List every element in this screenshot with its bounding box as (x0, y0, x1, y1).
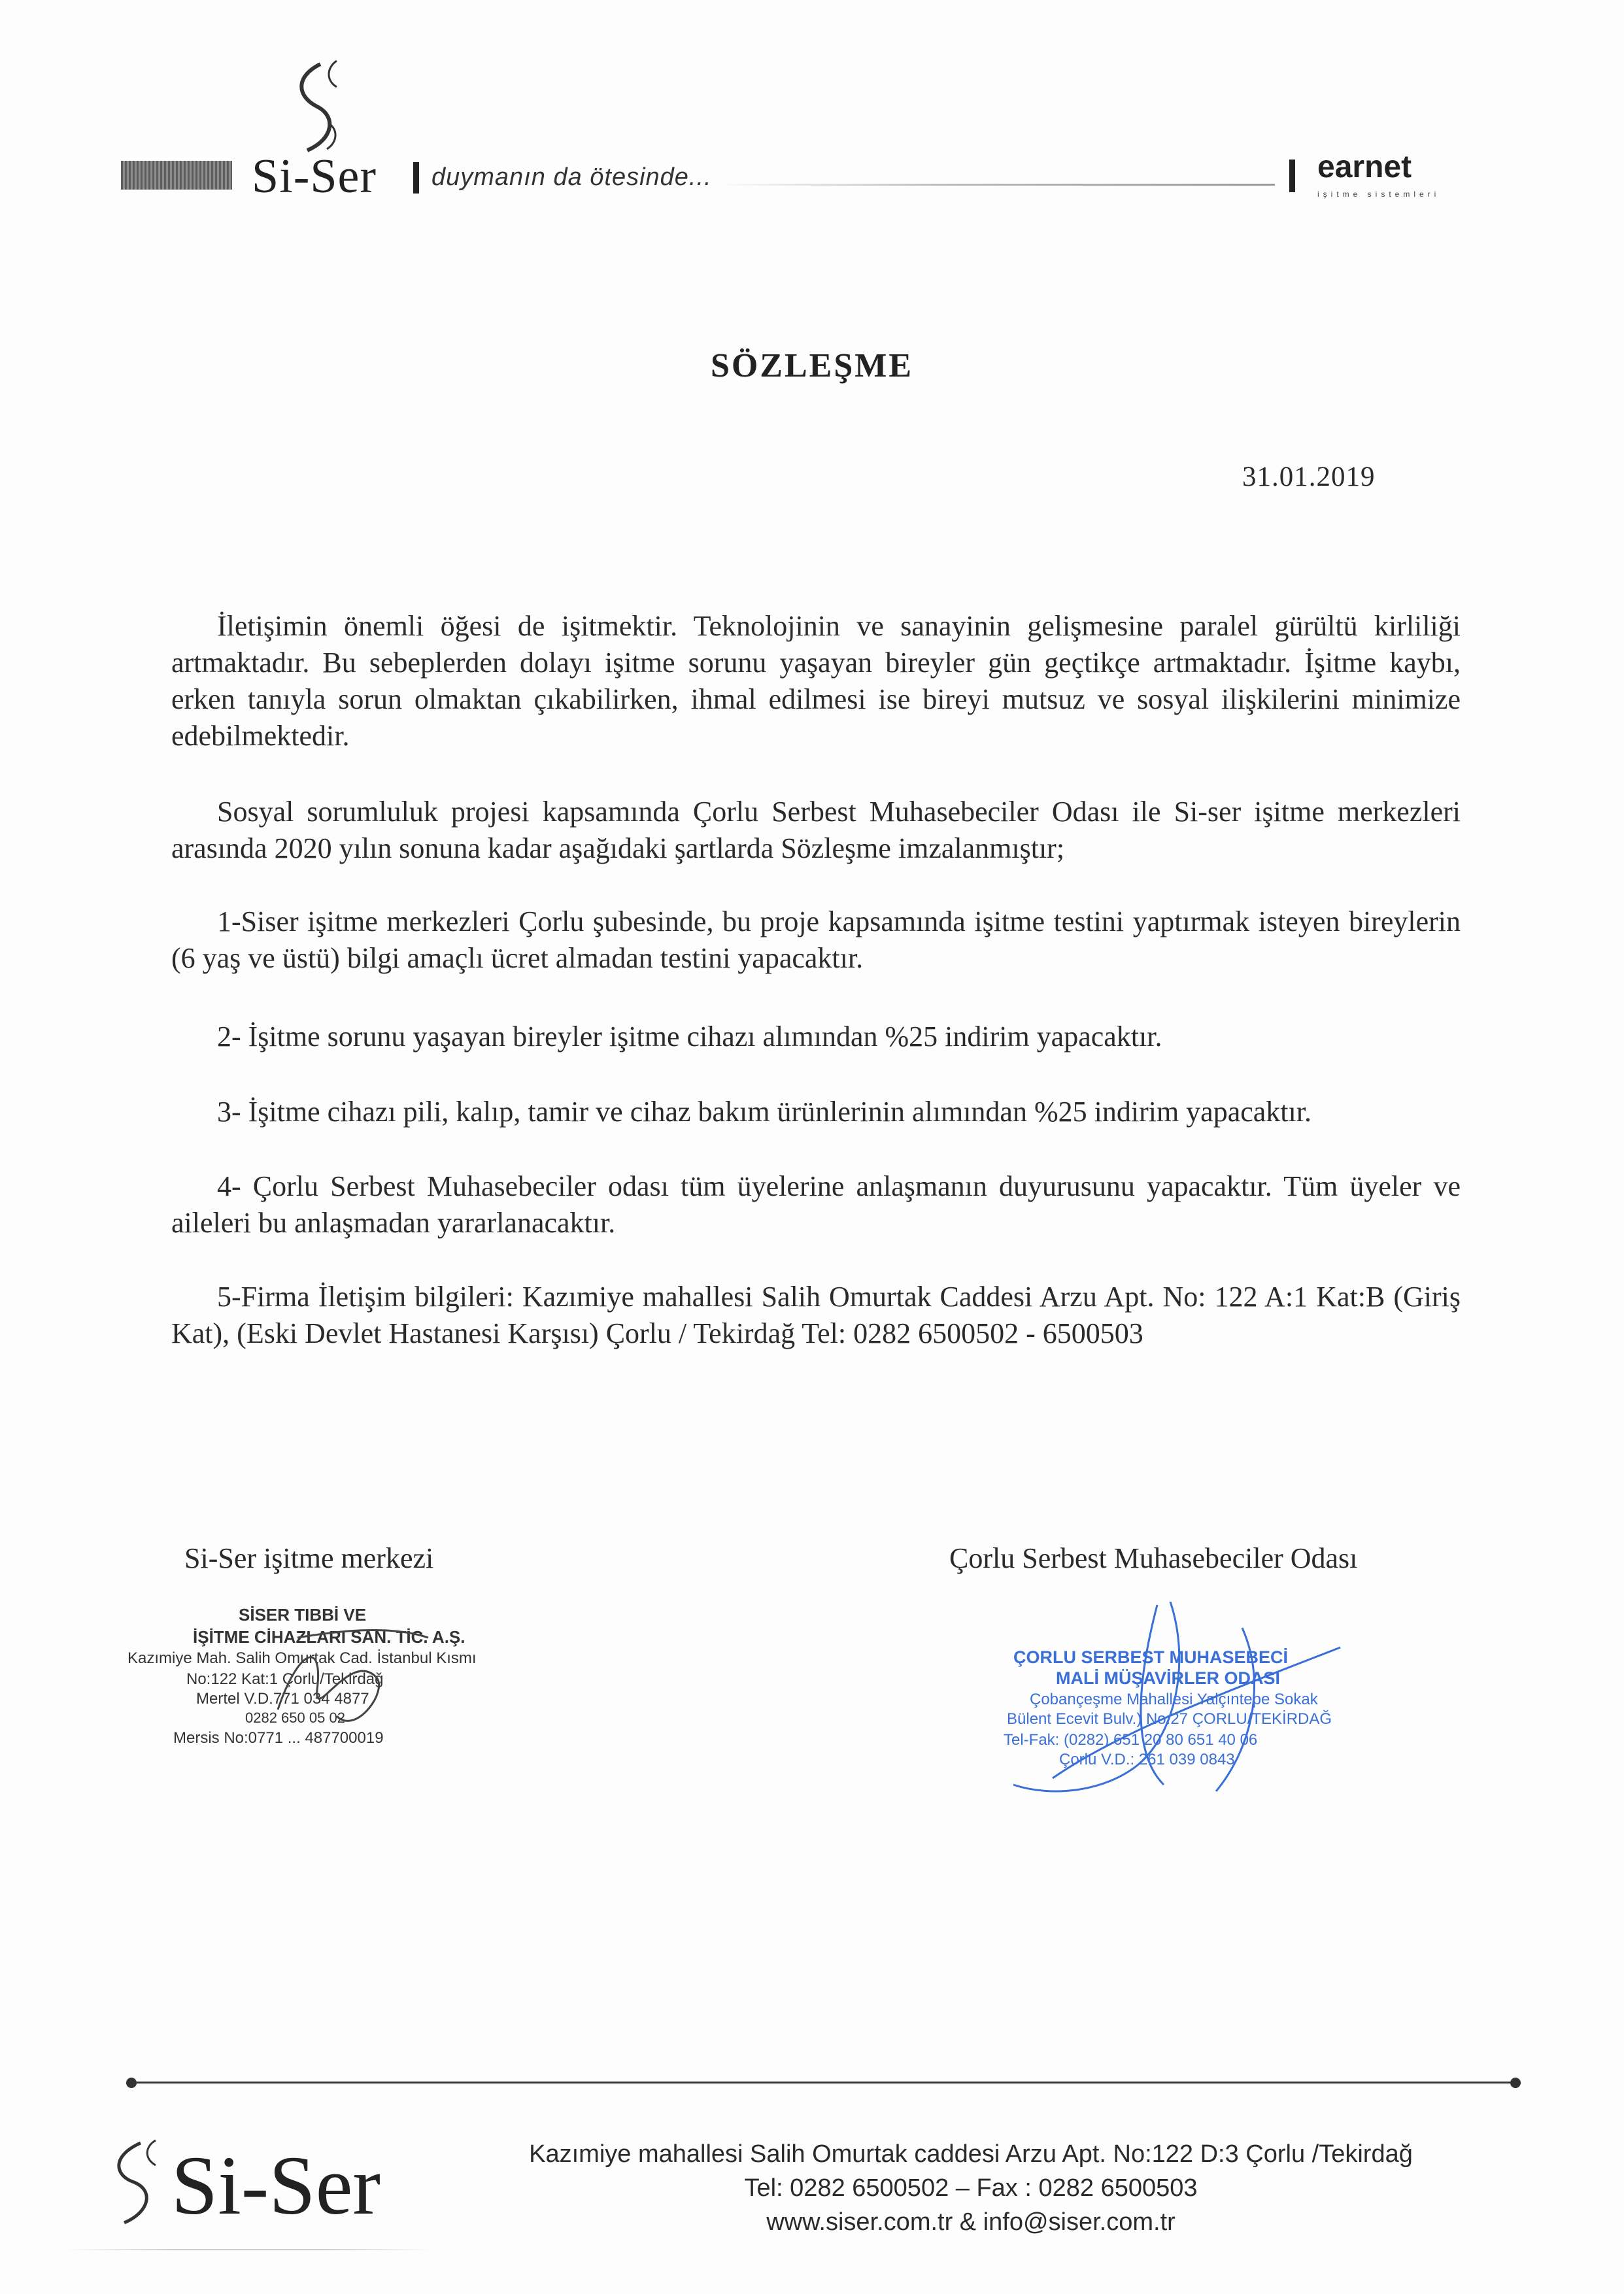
stamp-line: Kazımiye Mah. Salih Omurtak Cad. İstanbul Kısmı (127, 1649, 477, 1667)
partner-logo: earnet (1317, 150, 1412, 184)
clause-2: 2- İşitme sorunu yaşayan bireyler işitme cihazı alımından %25 indirim yapacaktır. (217, 1020, 1162, 1053)
paragraph-project: Sosyal sorumluluk projesi kapsamında Çorlu Serbest Muhasebeciler Odası ile Si-ser işitme merkezleri arasında 2020 yılın sonuna kadar aşağıdaki şartlarda Sözleşme imzalanmıştır; (171, 796, 1461, 864)
stamp-line: Mersis No:0771 ... 487700019 (173, 1729, 384, 1747)
partner-tagline: işitme sistemleri (1317, 190, 1440, 199)
document-date: 31.01.2019 (1242, 462, 1376, 492)
signature-label-chamber: Çorlu Serbest Muhasebeciler Odası (949, 1542, 1358, 1574)
stamp-line: No:122 Kat:1 Çorlu/Tekirdağ (186, 1670, 384, 1688)
stamp-line: ÇORLU SERBEST MUHASEBECİ (1013, 1647, 1289, 1667)
clause-5-contact: 5-Firma İletişim bilgileri: Kazımiye mahallesi Salih Omurtak Caddesi Arzu Apt. No: 122 A:1 Kat:B (Giriş Kat), (Eski Devlet Hastanesi Karşısı) Çorlu / Tekirdağ Tel: 0282 6500502 - 6500503 (171, 1281, 1461, 1349)
siser-footer-logo-mark-icon (105, 2136, 163, 2228)
paragraph-intro: İletişimin önemli öğesi de işitmektir. Teknolojinin ve sanayinin gelişmesine paralel gürültü kirliliği artmaktadır. Bu sebeplerden dolayı işitme sorunu yaşayan bireyler gün geçtikçe artmaktadır. İşitme kaybı, erken tanıyla sorun olmaktan çıkabilirken, ihmal edilmesi ise bireyi mutsuz ve sosyal ilişkilerini minimize edebilmektedir. (171, 610, 1461, 752)
stamp-line: Çorlu V.D.: 261 039 0843 (1059, 1751, 1235, 1768)
footer-phone: Tel: 0282 6500502 – Fax : 0282 6500503 (744, 2174, 1198, 2202)
stamp-line: Mertel V.D.771 034 4877 (196, 1690, 369, 1708)
footer-logo-underline (65, 2249, 431, 2250)
stamp-line: İŞİTME CİHAZLARI SAN. TİC. A.Ş. (193, 1627, 465, 1647)
clause-4: 4- Çorlu Serbest Muhasebeciler odası tüm üyelerine anlaşmanın duyurusunu yapacaktır. Tüm üyeler ve aileleri bu anlaşmadan yararlanacaktır. (171, 1170, 1461, 1239)
footer-logo-text: Si-Ser (171, 2139, 381, 2232)
partner-separator (1289, 160, 1295, 192)
stamp-line: 0282 650 05 02 (245, 1710, 345, 1726)
signature-scribble-left (258, 1611, 454, 1762)
stamp-line: MALİ MÜŞAVİRLER ODASI (1056, 1668, 1280, 1688)
footer-web: www.siser.com.tr & info@siser.com.tr (766, 2208, 1176, 2236)
header-slogan: duymanın da ötesinde... (431, 163, 712, 191)
header-logo-text: Si-Ser (252, 150, 377, 203)
stamp-line: Çobançeşme Mahallesi Yalçıntepe Sokak (1030, 1691, 1318, 1708)
header-rule (719, 184, 1275, 186)
document-title: SÖZLEŞME (710, 347, 914, 384)
clause-1: 1-Siser işitme merkezleri Çorlu şubesinde, bu proje kapsamında işitme testini yaptırmak isteyen bireylerin (6 yaş ve üstü) bilgi amaçlı ücret almadan testini yapacaktır. (171, 905, 1461, 974)
stamp-line: Tel-Fak: (0282) 651 20 80 651 40 06 (1004, 1731, 1258, 1749)
stamp-line: Bülent Ecevit Bulv.) No:27 ÇORLU/TEKİRDAĞ (1007, 1710, 1332, 1728)
footer-rule-dot-right (1510, 2078, 1521, 2088)
header-decor-bar (121, 161, 232, 190)
clause-3: 3- İşitme cihazı pili, kalıp, tamir ve cihaz bakım ürünlerinin alımından %25 indirim yapacaktır. (217, 1096, 1311, 1128)
header-separator (413, 162, 419, 194)
siser-logo-mark-icon (281, 58, 353, 156)
footer-address: Kazımiye mahallesi Salih Omurtak caddesi Arzu Apt. No:122 D:3 Çorlu /Tekirdağ (529, 2140, 1413, 2168)
signature-label-siser: Si-Ser işitme merkezi (184, 1542, 434, 1574)
footer-rule (129, 2082, 1515, 2083)
stamp-line: SİSER TIBBİ VE (239, 1605, 367, 1625)
chamber-official-stamp (974, 1602, 1419, 1798)
siser-company-stamp (127, 1605, 546, 1775)
